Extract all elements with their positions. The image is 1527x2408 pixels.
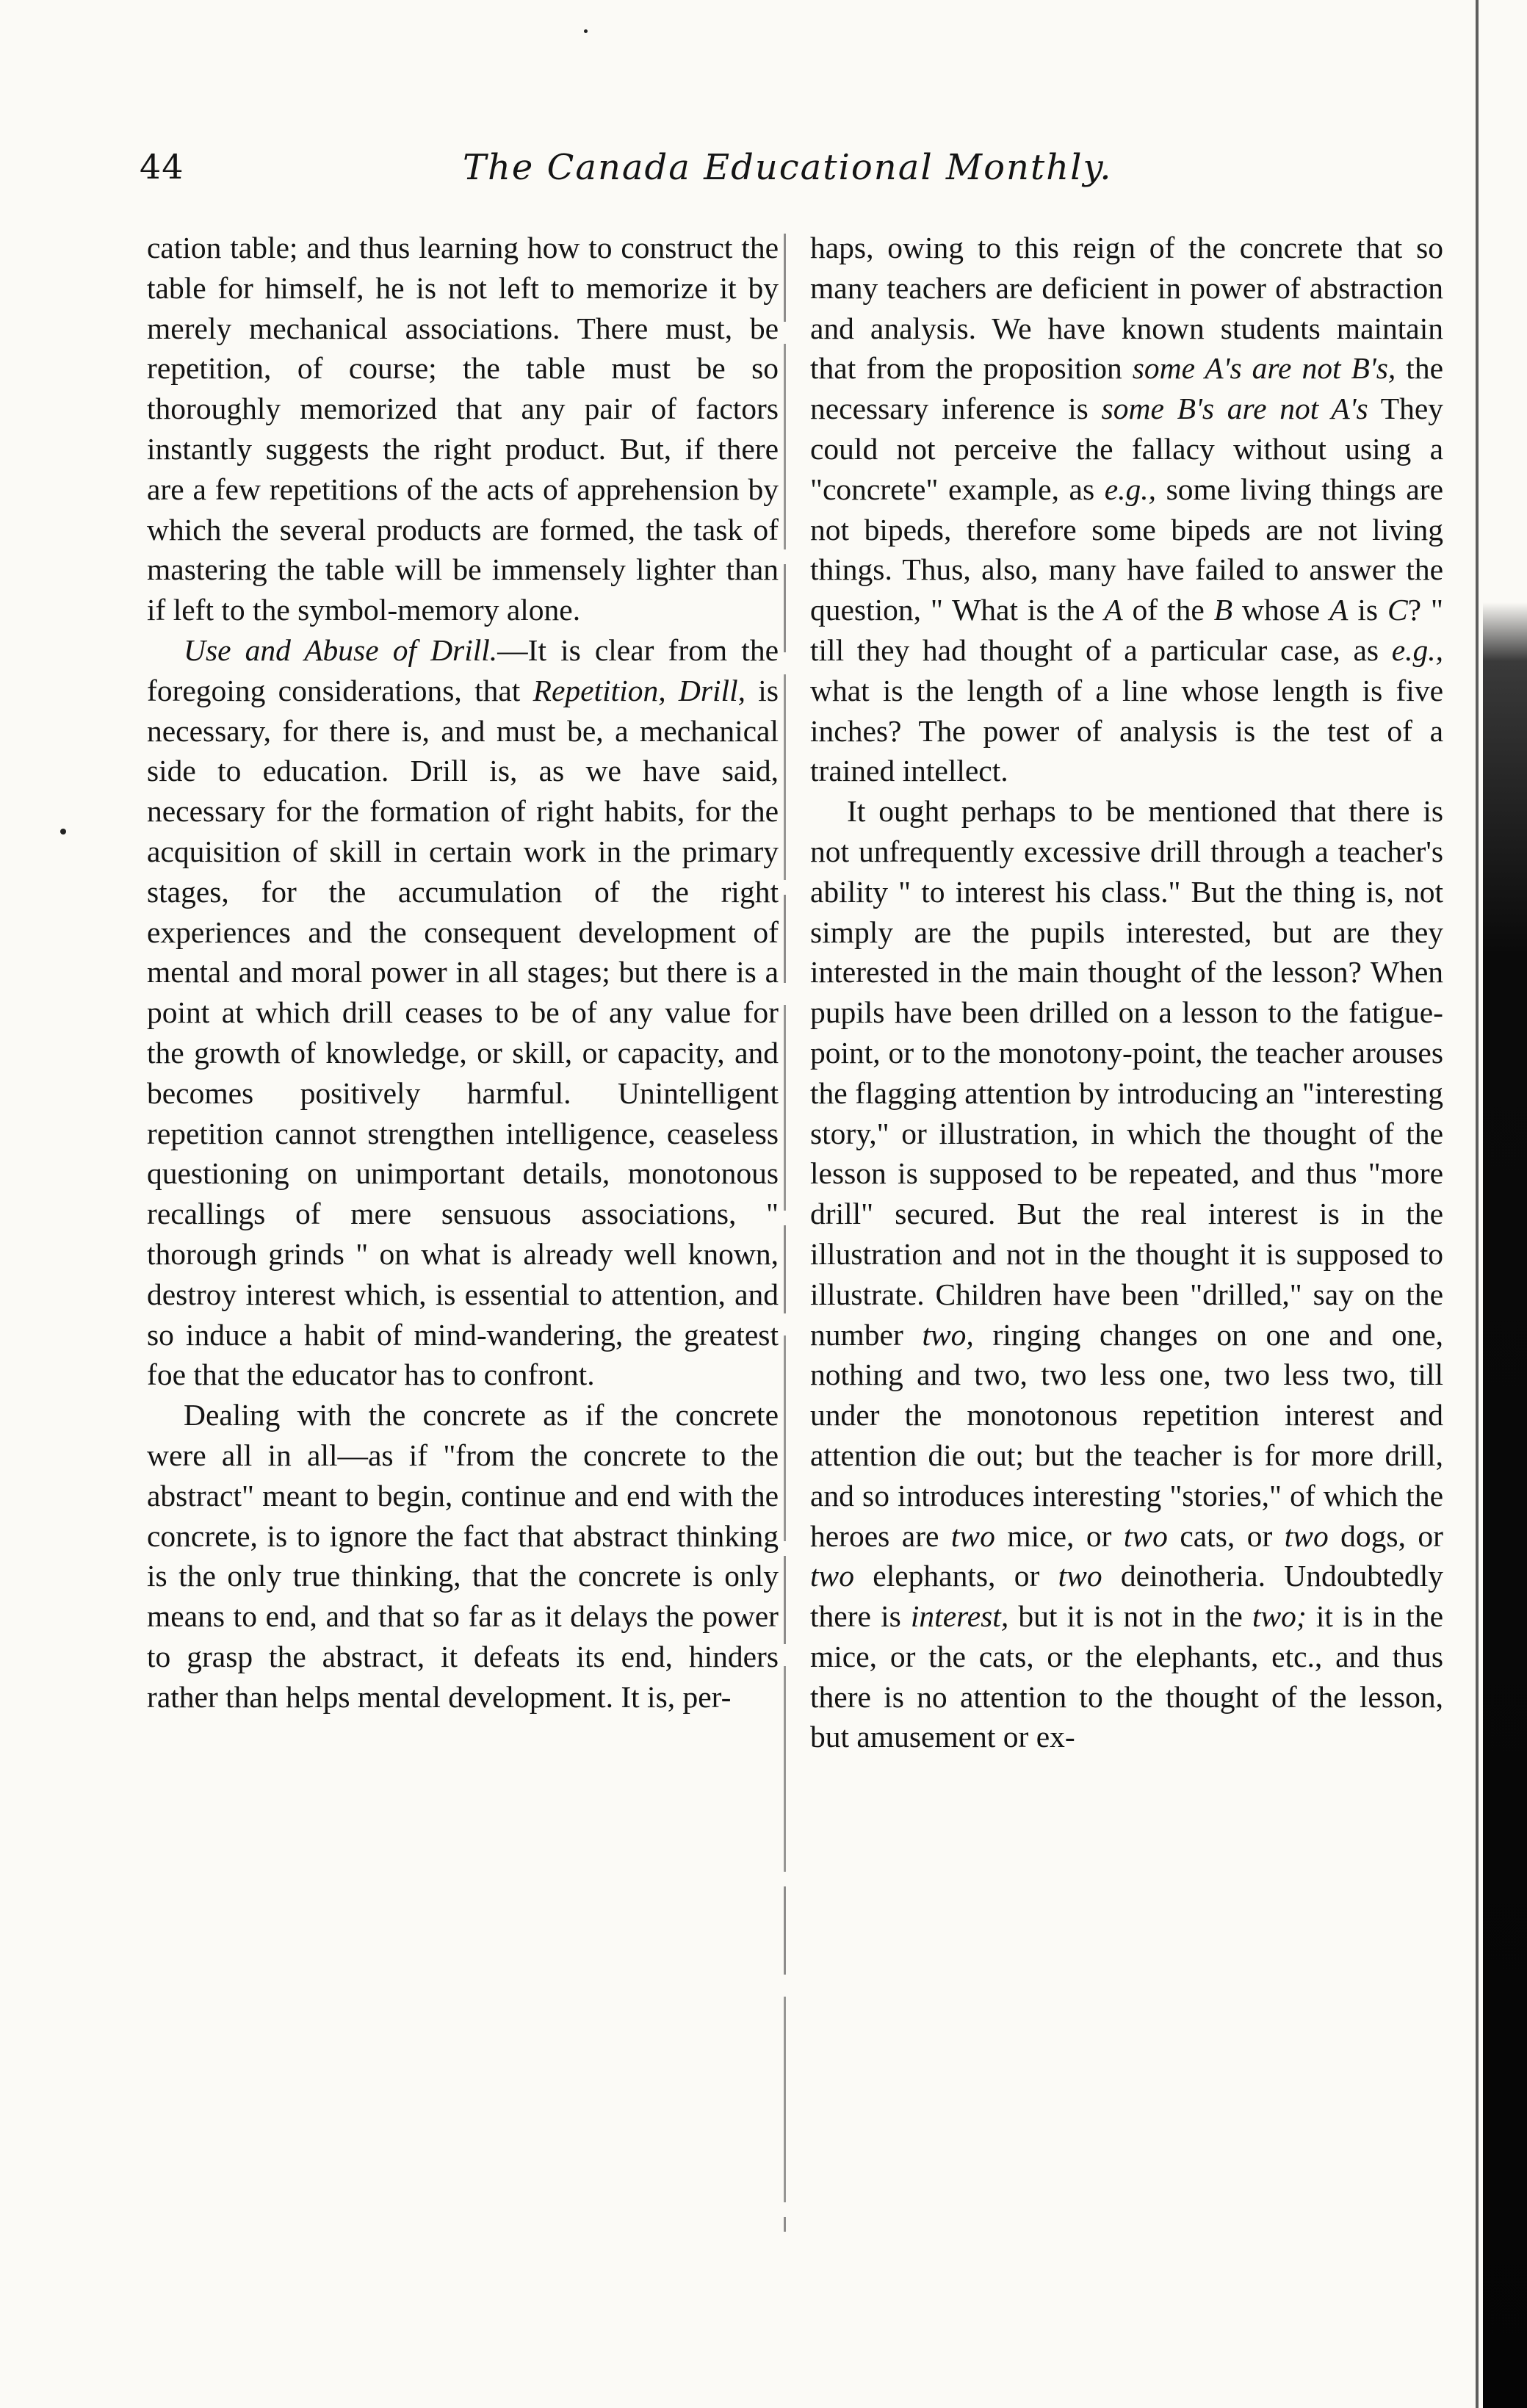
paragraph	[147, 228, 779, 630]
paragraph-text: They could not perceive the fallacy without using a "concrete" example, as	[810, 392, 1443, 506]
paragraph-text: mice, or	[994, 1518, 1124, 1553]
scan-speck	[60, 829, 66, 834]
right-column	[810, 228, 1443, 1757]
scan-dark-edge	[1483, 0, 1527, 2408]
emphasis: two	[1123, 1518, 1168, 1553]
emphasis: A	[1104, 593, 1123, 627]
paragraph-text: of the	[1122, 593, 1214, 627]
paragraph-text: what is the length of a line whose length is five inches? The power of analysis is the test of a trained intellect.	[810, 673, 1443, 788]
scan-speck	[584, 29, 588, 33]
paragraph-text: dogs, or	[1328, 1518, 1443, 1553]
column-divider	[784, 234, 786, 2232]
emphasis: two	[810, 1559, 854, 1593]
paragraph-text: some living things are not bipeds, therefore some bipeds are not living things. Thus, also, many have failed to answer the question, " What is the	[810, 472, 1443, 627]
emphasis: interest,	[910, 1599, 1009, 1634]
paragraph-text: but it is not in the	[1008, 1599, 1252, 1634]
paragraph	[810, 228, 1443, 791]
paragraph-text: Dealing with the concrete as if the concrete were all in all—as if "from the concrete to the abstract" meant to begin, continue and end with the concrete, is to ignore the fact that abstract thinking is the only true thinking, that the concrete is only means to end, and that so far as it delays the power to grasp the abstract, it defeats its end, hinders rather than helps mental development. It is, per-	[147, 1398, 779, 1714]
paragraph-text: cats, or	[1167, 1518, 1285, 1553]
emphasis: two,	[922, 1317, 974, 1352]
emphasis: two;	[1252, 1599, 1307, 1634]
emphasis: two	[950, 1518, 995, 1553]
emphasis: some B's are not A's	[1101, 392, 1368, 426]
page-header	[140, 147, 1285, 198]
emphasis: e.g.,	[1391, 632, 1443, 667]
paragraph-text: haps, owing to this reign of the concrete that so many teachers are deficient in power of abstraction and analysis. We have known students maintain that from the proposition	[810, 231, 1443, 386]
emphasis: two	[1284, 1518, 1329, 1553]
emphasis: Repetition, Drill,	[533, 673, 746, 707]
paragraph-text: ? " till they had thought of a particular case, as	[810, 593, 1443, 667]
emphasis: some A's are not B's,	[1132, 351, 1396, 386]
scan-edge-line	[1476, 0, 1479, 2408]
paragraph-text: is necessary, for there is, and must be, a mechanical side to education. Drill is, as we have said, necessary for the formation of right habits, for the acquisition of skill in certain work in the primary stages, for the accumulation of the right experiences and the consequent development of mental and moral power in all stages; but there is a point at which drill ceases to be of any value for the growth of knowledge, or skill, or capacity, and becomes positively harmful. Unintelligent repetition cannot strengthen intelligence, ceaseless questioning on unimportant details, monotonous recallings of mere sensuous associations, " thorough grinds " on what is already well known, destroy interest which, is essential to attention, and so induce a habit of mind-wandering, the greatest foe that the educator has to confront.	[147, 673, 779, 1392]
paragraph-text: deinotheria. Undoubtedly there is	[810, 1559, 1443, 1634]
paragraph-text: —It is clear from the foregoing considerations, that	[147, 632, 779, 707]
emphasis: e.g.,	[1104, 472, 1157, 506]
paragraph-text: elephants, or	[853, 1559, 1058, 1593]
paragraph	[147, 1395, 779, 1717]
page-number: 44	[140, 147, 184, 187]
paragraph-text: ringing changes on one and one, nothing and two, two less one, two less two, till under the monotonous repetition interest and attention die out; but the teacher is for more drill, and so introduces interesting "stories," of which the heroes are	[810, 1317, 1443, 1553]
paragraph	[810, 791, 1443, 1757]
paragraph-text: cation table; and thus learning how to construct the table for himself, he is not left to memorize it by merely mechanical associations. There must, be repetition, of course; the table must be so thoroughly memorized that any pair of factors instantly suggests the right product. But, if there are a few repetitions of the acts of apprehension by which the several products are formed, the task of mastering the table will be immensely lighter than if left to the symbol-memory alone.	[147, 231, 779, 627]
emphasis: two	[1058, 1559, 1102, 1593]
running-title: The Canada Educational Monthly.	[463, 147, 1113, 188]
paragraph-text: the necessary inference is	[810, 351, 1443, 426]
paragraph-text: whose	[1232, 593, 1330, 627]
paragraph-text: is	[1348, 593, 1387, 627]
paragraph-text: It ought perhaps to be mentioned that there is not unfrequently excessive drill through a teacher's ability " to interest his class." But the thing is, not simply are the pupils interested, but are they interested in the main thought of the lesson? When pupils have been drilled on a lesson to the fatigue-point, or to the monotony-point, the teacher arouses the flagging attention by introducing an "interesting story," or illustration, in which the thought of the lesson is supposed to be repeated, and thus "more drill" secured. But the real interest is in the illustration and not in the thought it is supposed to illustrate. Children have been "drilled," say on the number	[810, 794, 1443, 1352]
emphasis: A	[1329, 593, 1349, 627]
emphasis: B	[1213, 593, 1233, 627]
paragraph-text: it is in the mice, or the cats, or the elephants, etc., and thus there is no attention to the thought of the lesson, but amusement or ex-	[810, 1599, 1443, 1754]
left-column	[147, 228, 779, 1717]
emphasis: C	[1387, 593, 1408, 627]
section-heading: Use and Abuse of Drill.	[184, 632, 498, 667]
paragraph	[147, 630, 779, 1395]
